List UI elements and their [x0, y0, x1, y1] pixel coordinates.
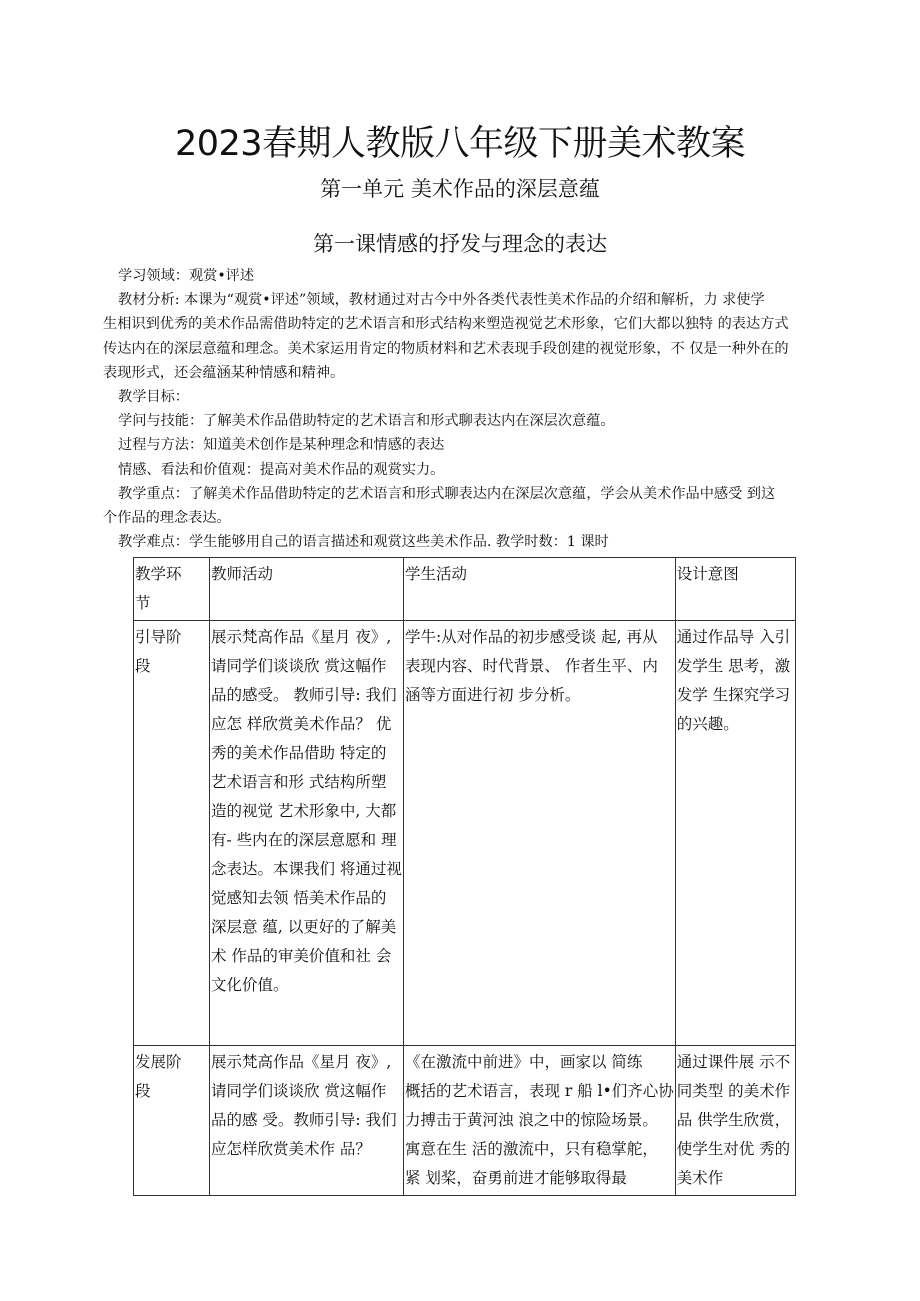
body-line: 学习领域：观赏•评述 — [118, 268, 255, 284]
cell-line: 请同学们谈谈欣 赏这幅作 — [211, 657, 387, 675]
cell-line: 术 作品的审美价值和社 会 — [211, 947, 392, 965]
table-cell — [134, 1046, 210, 1196]
cell-line: 教学环 — [135, 565, 182, 583]
cell-line: 念表达。本课我们 将通过视 — [211, 860, 402, 878]
cell-line: 学牛:从对作品的初步感受谈 起, 再从 — [404, 628, 658, 646]
body-line: 过程与方法：知道美术创作是某种理念和情感的表达 — [118, 437, 445, 454]
body-line: 教学难点：学生能够用自己的语言描述和观赏这些美术作品. 教学时数：1 课时 — [118, 534, 609, 551]
cell-line: 使学生对优 秀的 — [676, 1140, 791, 1158]
table-cell — [675, 621, 795, 1046]
cell-line: 学生活动 — [404, 565, 467, 583]
cell-line: 造的视觉 艺术形象中, 大都 — [211, 802, 397, 820]
table-cell — [134, 621, 210, 1046]
body-line: 生相识到优秀的美术作品需借助特定的艺术语言和形式结构来塑造视觉艺术形象，它们大都以独特 的表达方式 — [103, 316, 789, 333]
cell-line: 教师活动 — [211, 565, 274, 583]
table-cell — [403, 558, 675, 621]
table-row — [134, 621, 796, 1046]
cell-line: 秀的美术作品借助 特定的 — [211, 744, 387, 762]
body-line: 学问与技能：了解美术作品借助特定的艺术语言和形式聊表达内在深层次意蕴。 — [118, 413, 615, 430]
cell-line: 力搏击于黄河浊 浪之中的惊险场景。 — [404, 1111, 658, 1129]
cell-line: 深层意 蕴, 以更好的了解美 — [211, 918, 397, 936]
table-row — [134, 1046, 796, 1196]
cell-line: 设计意图 — [676, 565, 739, 583]
body-line: 传达内在的深层意蕴和理念。美术家运用肯定的物质材料和艺术表现手段创建的视觉形象，不 仅是一种外在的 — [103, 340, 789, 357]
table-cell — [403, 621, 675, 1046]
cell-line: 发学生 思考，激 — [676, 657, 791, 675]
cell-line: 觉感知去领 悟美术作品的 — [211, 889, 387, 907]
cell-line: 涵等方面进行初 步分析。 — [404, 686, 581, 704]
cell-line: 应怎样欣赏美术作 品？ — [211, 1140, 371, 1158]
table-cell — [675, 558, 795, 621]
cell-line: 文化价值。 — [211, 976, 289, 994]
body-line: 情感、看法和价值观：提高对美术作品的观赏实力。 — [118, 461, 445, 478]
cell-line: 表现内容、时代背景、 作者生平、内 — [404, 657, 658, 675]
cell-line: 展示梵高作品《星月 夜》, — [211, 1053, 392, 1071]
cell-line: 同类型 的美术作 — [676, 1082, 791, 1100]
cell-line: 品的感受。 教师引导: 我们 — [211, 686, 397, 704]
body-line: 个作品的理念表达。 — [103, 510, 231, 527]
lesson-title: 第一课情感的抒发与理念的表达 — [313, 232, 607, 256]
cell-line: 发展阶 — [135, 1053, 182, 1071]
cell-line: 艺术语言和形 式结构所塑 — [211, 773, 387, 791]
cell-line: 通过课件展 示不 — [676, 1053, 791, 1071]
cell-line: 的兴趣。 — [676, 715, 739, 733]
cell-line: 寓意在生 活的激流中，只有稳掌舵， — [404, 1140, 658, 1158]
cell-line: 品的感 受。教师引导: 我们 — [211, 1111, 397, 1129]
body-line: 表现形式，还会蕴涵某种情感和精神。 — [103, 364, 345, 381]
cell-line: 展示梵高作品《星月 夜》, — [211, 628, 392, 646]
cell-line: 发学 生探究学习 — [676, 686, 791, 704]
cell-line: 应怎 样欣赏美术作品？ 优 — [211, 715, 392, 733]
table-cell — [403, 1046, 675, 1196]
table-cell — [675, 1046, 795, 1196]
table-cell — [210, 621, 404, 1046]
cell-line: 《在激流中前进》中，画家以 简练 — [404, 1053, 643, 1071]
cell-line: 有- 些内在的深层意愿和 理 — [211, 831, 397, 849]
cell-line: 段 — [135, 1082, 151, 1100]
table-cell — [210, 1046, 404, 1196]
cell-line: 通过作品导 入引 — [676, 628, 791, 646]
document-title: 2023春期人教版八年级下册美术教案 — [174, 124, 746, 164]
lesson-body — [103, 264, 843, 554]
table-cell — [134, 558, 210, 621]
cell-line: 节 — [135, 594, 151, 612]
cell-line: 引导阶 — [135, 628, 182, 646]
cell-line: 美术作 — [676, 1169, 724, 1187]
body-line: 教学重点：了解美术作品借助特定的艺术语言和形式聊表达内在深层次意蕴，学会从美术作品中感受 到这 — [118, 485, 776, 502]
cell-line: 概括的艺术语言，表现 r 船 l•们齐心协 — [404, 1082, 674, 1100]
teaching-process-table — [133, 557, 796, 1196]
body-line: 教材分析: 本课为“观赏•评述”领域，教材通过对古今中外各类代表性美术作品的介绍和解析，力 求使学 — [118, 292, 765, 309]
unit-title: 第一单元 美术作品的深层意蕴 — [320, 177, 600, 201]
cell-line: 段 — [135, 657, 151, 675]
cell-line: 请同学们谈谈欣 赏这幅作 — [211, 1082, 387, 1100]
table-header-row — [134, 558, 796, 621]
cell-line: 品 供学生欣赏， — [676, 1111, 791, 1129]
cell-line: 紧 划桨，奋勇前进才能够取得最 — [404, 1169, 627, 1187]
table-cell — [210, 558, 404, 621]
body-line: 教学目标： — [118, 389, 189, 406]
